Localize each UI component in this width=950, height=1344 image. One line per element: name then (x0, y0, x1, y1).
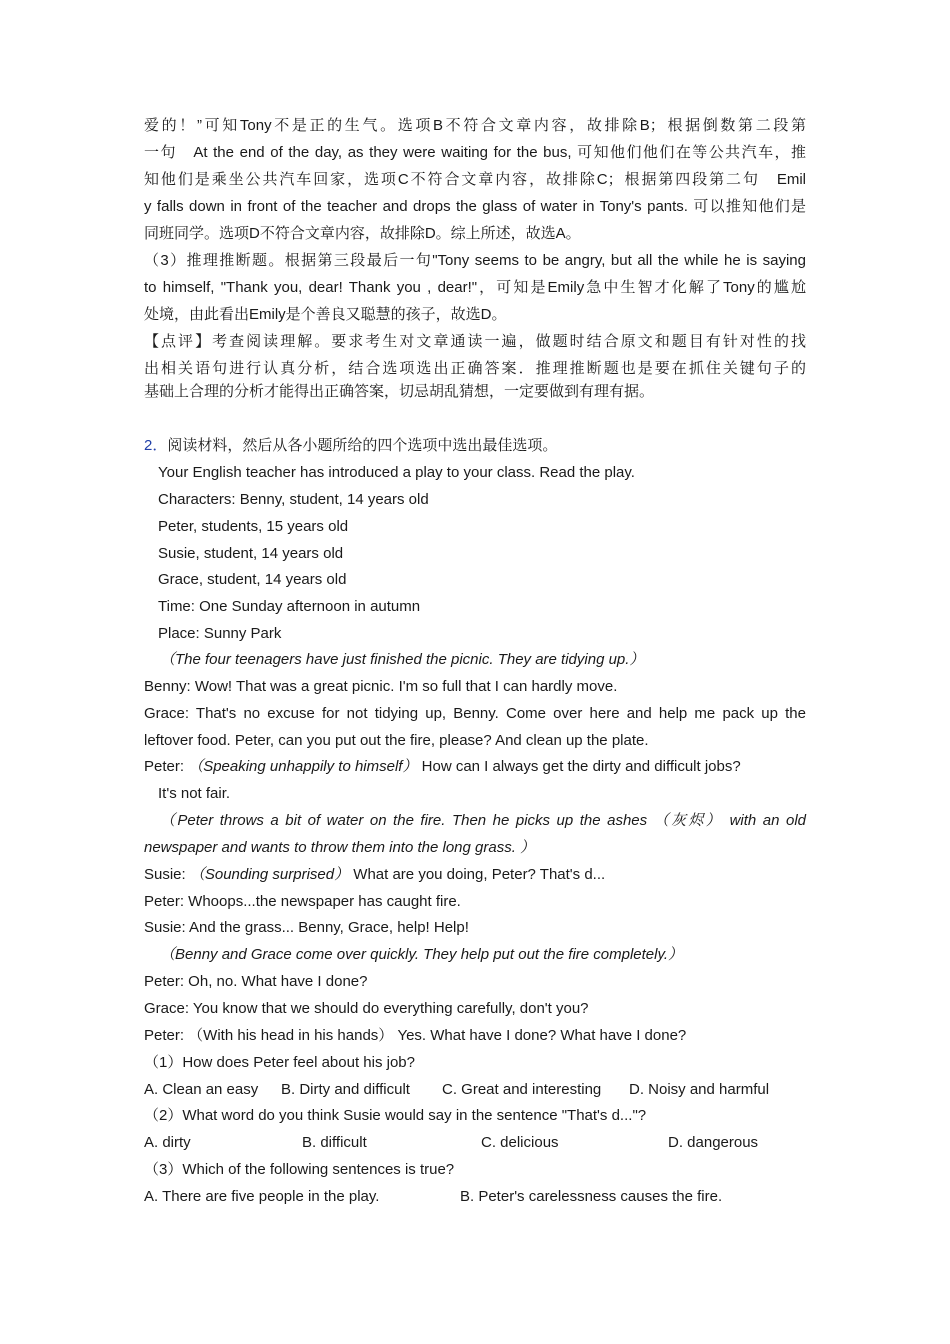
question-instruction: 阅读材料，然后从各小题所给的四个选项中选出最佳选项。 (167, 437, 558, 454)
question-stem: （3）Which of the following sentences is true? (144, 1161, 455, 1178)
analysis-line: 同班同学。选项D不符合文章内容，故排除D。综上所述，故选A。 (144, 225, 581, 242)
analysis-line: to himself, "Thank you, dear! Thank you , dear!"，可知是Emily急中生智才化解了Tony的尴尬 (144, 279, 806, 296)
option-d[interactable]: D. dangerous (668, 1134, 759, 1151)
option-a[interactable]: A. There are five people in the play. (144, 1188, 380, 1205)
dialogue-text: How can I always get the dirty and difficult jobs? (417, 758, 741, 775)
dialogue-grace: Grace: You know that we should do everything carefully, don't you? (144, 1000, 589, 1017)
time-line: Time: One Sunday afternoon in autumn (158, 598, 421, 615)
option-a[interactable]: A. Clean an easy (144, 1081, 259, 1098)
dialogue-peter (144, 757, 741, 777)
question-stem: （2）What word do you think Susie would say in the sentence "That's d..."? (144, 1107, 647, 1124)
option-a[interactable]: A. dirty (144, 1134, 191, 1151)
question-heading (144, 436, 557, 456)
characters-line: Characters: Benny, student, 14 years old (158, 491, 429, 508)
comment-line: 出相关语句进行认真分析，结合选项选出正确答案．推理推断题也是要在抓住关键句子的 (144, 360, 806, 377)
option-c[interactable]: C. Great and interesting (442, 1081, 602, 1098)
dialogue-peter-cont: It's not fair. (158, 785, 231, 802)
dialogue-peter: Peter: Whoops...the newspaper has caught fire. (144, 893, 461, 910)
dialogue-grace-cont: leftover food. Peter, can you put out the fire, please? And clean up the plate. (144, 732, 649, 749)
dialogue-susie (144, 865, 605, 885)
stage-direction: （Peter throws a bit of water on the fire. Then he picks up the ashes （灰烬） with an old (160, 812, 806, 829)
option-d[interactable]: D. Noisy and harmful (629, 1081, 770, 1098)
analysis-line: y falls down in front of the teacher and drops the glass of water in Tony's pants. 可以推知他们是 (144, 198, 806, 215)
dialogue-peter: Peter: Oh, no. What have I done? (144, 973, 368, 990)
comment-line: 基础上合理的分析才能得出正确答案，切忌胡乱猜想，一定要做到有理有据。 (144, 383, 655, 400)
place-line: Place: Sunny Park (158, 625, 282, 642)
analysis-line: 一句 At the end of the day, as they were waiting for the bus, 可知他们他们在等公共汽车，推 (144, 144, 806, 161)
character-peter: Peter, students, 15 years old (158, 518, 349, 535)
speaker: Susie: (144, 866, 190, 883)
comment-line: 【点评】考查阅读理解。要求考生对文章通读一遍，做题时结合原文和题目有针对性的找 (144, 333, 806, 350)
option-b[interactable]: B. Peter's carelessness causes the fire. (460, 1188, 723, 1205)
analysis-line: 知他们是乘坐公共汽车回家，选项C不符合文章内容，故排除C；根据第四段第二句 Emil (144, 171, 806, 188)
dialogue-grace: Grace: That's no excuse for not tidying up, Benny. Come over here and help me pack up the (144, 705, 806, 722)
option-c[interactable]: C. delicious (481, 1134, 559, 1151)
analysis-line: 爱的！”可知Tony不是正的生气。选项B不符合文章内容，故排除B；根据倒数第二段第 (144, 117, 806, 134)
dialogue-peter: Peter: （With his head in his hands） Yes. What have I done? What have I done? (144, 1027, 687, 1044)
speaker: Peter: (144, 758, 189, 775)
play-intro: Your English teacher has introduced a play to your class. Read the play. (158, 464, 635, 481)
option-b[interactable]: B. Dirty and difficult (281, 1081, 410, 1098)
stage-direction: （The four teenagers have just finished the picnic. They are tidying up.） (160, 651, 645, 668)
stage-direction: （Speaking unhappily to himself） (188, 758, 418, 775)
dialogue-susie: Susie: And the grass... Benny, Grace, help! Help! (144, 919, 469, 936)
dialogue-text: What are you doing, Peter? That's d... (349, 866, 606, 883)
option-b[interactable]: B. difficult (302, 1134, 367, 1151)
dialogue-benny: Benny: Wow! That was a great picnic. I'm so full that I can hardly move. (144, 678, 618, 695)
question-number: 2． (144, 437, 168, 454)
character-susie: Susie, student, 14 years old (158, 545, 344, 562)
stage-direction: newspaper and wants to throw them into the long grass. ） (144, 839, 536, 856)
stage-direction: （Sounding surprised） (189, 866, 350, 883)
analysis-line: （3）推理推断题。根据第三段最后一句"Tony seems to be angry, but all the while he is saying (144, 252, 806, 269)
stage-direction: （Benny and Grace come over quickly. They help put out the fire completely.） (160, 946, 684, 963)
character-grace: Grace, student, 14 years old (158, 571, 347, 588)
question-stem: （1）How does Peter feel about his job? (144, 1054, 415, 1071)
analysis-line: 处境，由此看出Emily是个善良又聪慧的孩子，故选D。 (144, 306, 507, 323)
